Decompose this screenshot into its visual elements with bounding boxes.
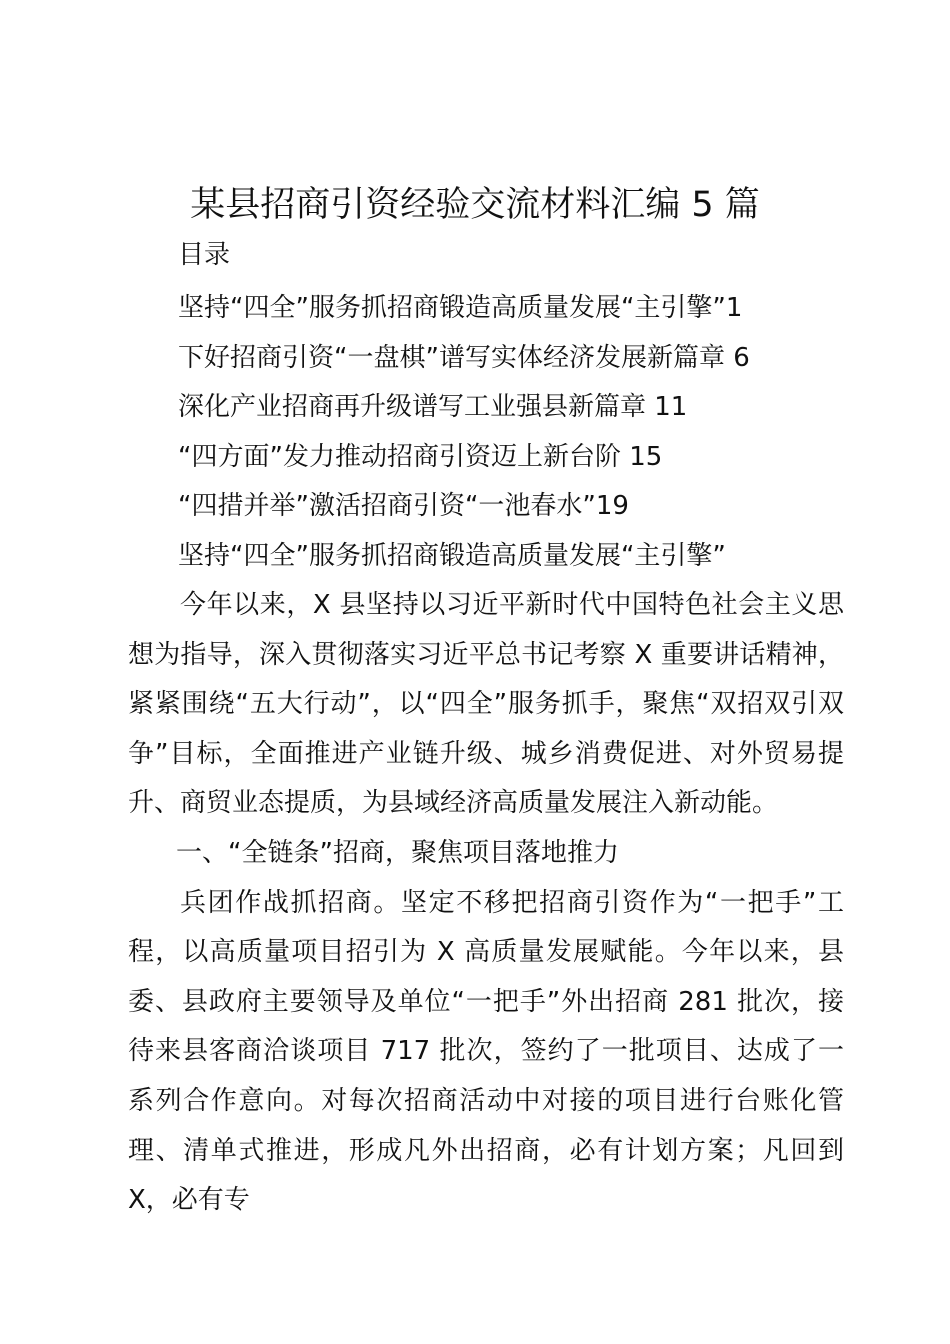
article-body [128,581,844,1226]
toc-item: “四方面”发力推动招商引资迈上新台阶 15 [178,441,663,472]
toc-item: 下好招商引资“一盘棋”谱写实体经济发展新篇章 6 [178,342,750,373]
toc-heading: 目录 [178,240,231,270]
toc-item: 坚持“四全”服务抓招商锻造高质量发展“主引擎”1 [178,293,743,323]
article-title: 坚持“四全”服务抓招商锻造高质量发展“主引擎” [178,541,726,571]
table-of-contents [178,284,750,532]
document-title: 某县招商引资经验交流材料汇编 5 篇 [190,185,760,225]
body-paragraph: 今年以来，X 县坚持以习近平新时代中国特色社会主义思想为指导，深入贯彻落实习近平总书记考察 X 重要讲话精神，紧紧围绕“五大行动”，以“四全”服务抓手，聚焦“双招双引双争”目标，全面推进产业链升级、城乡消费促进、对外贸易提升、商贸业态提质，为县域经济高质量发展注入新动能。 [128,590,844,819]
section-heading: 一、“全链条”招商，聚焦项目落地推力 [176,837,619,868]
toc-item: 深化产业招商再升级谱写工业强县新篇章 11 [178,392,688,423]
body-paragraph: 兵团作战抓招商。坚定不移把招商引资作为“一把手”工程，以高质量项目招引为 X 高质量发展赋能。今年以来，县委、县政府主要领导及单位“一把手”外出招商 281 批次，接待来县客商洽谈项目 717 批次，签约了一批项目、达成了一系列合作意向。对每次招商活动中对接的项目进行台账化管理、清单式推进，形成凡外出招商，必有计划方案；凡回到 X，必有专 [128,887,844,1216]
toc-item: “四措并举”激活招商引资“一池春水”19 [178,491,629,522]
